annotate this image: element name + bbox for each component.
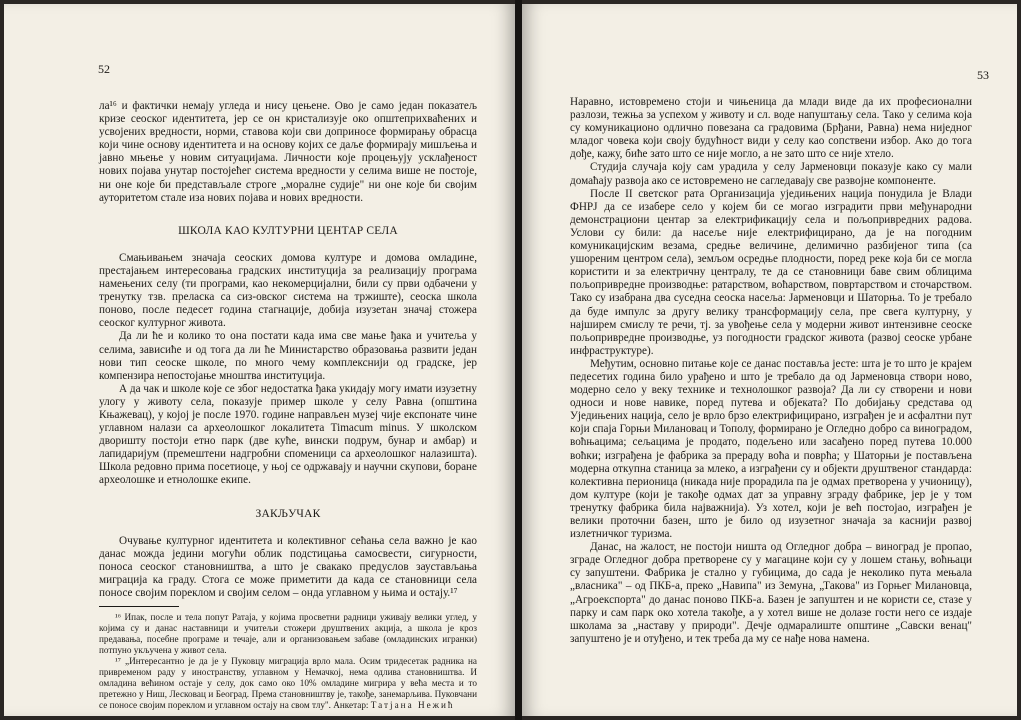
right-column	[570, 96, 972, 646]
footnote: ¹⁶ Ипак, после и тела попут Ратаја, у којима просветни радници уживају велики углед, у којима су и данас наставници и учитељи стожери друштвених акција, а школа је кроз предавања, посебне програме и течаје, али и организовањем забаве (омладинских игранки) потпуно укључена у живот села.	[99, 612, 477, 656]
footnote	[99, 656, 477, 711]
paragraph: Студија случаја коју сам урадила у селу Јарменовци показује како су мали домаћају развоја ако се истовремено не сагледавају све развојне компоненте.	[570, 161, 972, 187]
section-heading: ЗАКЉУЧАК	[255, 507, 321, 520]
page-number: 52	[98, 62, 110, 76]
paragraph: ла¹⁶ и фактички немају угледа и нису цењене. Ово је само један показатељ кризе сеоског идентитета, јер се он кристализује око општеприхваћених и усвојених вредности, норми, ставова који сви доприносе формирању обрасца који чине основу идентитета и на основу којих се даље формирају мишљења и јавно мњење у новим ситуацијама. Личности које процењују усклађеност нових појава унутар постојећег система вредности у селима више не постоје, ни оне које би представљале строге „моралне судије" ни оне које би својим ауторитетом стале иза нових појава и нових вредности.	[99, 100, 477, 204]
left-column	[99, 100, 477, 711]
paragraph: Међутим, основно питање које се данас поставља јесте: шта је то што је крајем педесетих година било урађено и што је требало да од Јарменовца створи ново, модерно село у веку технике и технолошког развоја? Да ли су створени и нови односи и нове навике, поред путева и објеката? По добијању средстава од Уједињених нација, село је врло брзо електрифицирано, изграђен је и асфалтни пут који спаја Горњи Милановац и Тополу, формирано је Огледно добро са виноградом, воћњацима; сељацима је продато, подељено или засађено поред путева 10.000 воћки; изграђена је фабрика за прераду воћа и поврћа; у Шаторњи је постављена модерна откупна станица за млеко, а изграђени су и објекти друштвеног стандарда: колективна перионица (никада није прорадила па је одмах претворена у учионицу), дом културе (који је такође одмах дат за управну зграду фабрике, јер је у том тренутку фабрика била најважнија). Уз хотел, који је већ постојао, изграђен је велики проточни базен, што је било од изузетног значаја за каснији развој излетничког туризма.	[570, 357, 972, 541]
page-number: 53	[977, 68, 989, 82]
right-page	[522, 4, 1017, 716]
paragraph: Смањивањем значаја сеоских домова културе и домова омладине, престајањем интересовања градских институција за реализацију програма намењених селу (ти програми, као некомерцијални, били су први одбачени у тренутку тзв. преласка са сиз-овског система на тржиште), сеоска школа поново, после педесет година стагнације, добија изузетан значај стожера сеоског културног живота.	[99, 251, 477, 330]
footnote-text: ¹⁷ „Интересантно је да је у Пуковцу миграција врло мала. Осим тридесетак радника на привременом раду у иностранству, углавном у Немачкој, нема одлива становништва. И омладина већином остаје у селу, док само око 10% омладине мигрира у већа места и то претежно у Ниш, Лесковац и Београд. Према становништву је, такође, занемарљива. Пуковчани се поносе својим пореклом и углавном остају на свом тлу". Анкетар:	[99, 656, 477, 711]
section-heading: ШКОЛА КАО КУЛТУРНИ ЦЕНТАР СЕЛА	[178, 224, 398, 237]
paragraph: Наравно, истовремено стоји и чињеница да млади виде да их професионални разлози, тежња за успехом у животу и сл. воде напуштању села. Тако у селима која су комуникационо одлично повезана са градовима (Брђани, Равна) нема ниједног младог човека који своју будућност види у селу као сопствени избор. Ако до тога дође, кажу, биће зато што се није могло, а не зато што се није хтело.	[570, 96, 972, 161]
paragraph: Очување културног идентитета и колективног сећања села важно је као данас можда једини могући облик подстицања самосвести, сигурности, поноса сеоског становништва, а што је свакако предуслов заустављања миграција ка граду. Стога се може приметити да када се становници села поносе својим пореклом и својим селом – онда углавном у њима и остају.¹⁷	[99, 534, 477, 599]
footnote-author: Татјана Нежић	[370, 700, 455, 711]
book-gutter	[515, 0, 522, 720]
footnote-rule	[99, 606, 179, 607]
left-page	[4, 4, 515, 716]
paragraph: Данас, на жалост, не постоји ништа од Огледног добра – виноград је пропао, зграде Огледног добра претворене су у магацине који су у лошем стању, воћњаци су запуштени. Фабрика је стално у губицима, до сада је неколико пута мењала „власника" – од ПКБ-а, преко „Навипа" из Земуна, „Такова" из Горњег Милановца, „Агроекспорта" до данас поново ПКБ-а. Базен је запуштен и не користи се, стазе у парку и сам парк око хотела такође, а у хотел више не долазе гости него се издаје школама за „наставу у природи". Дечје одмаралиште општине „Савски венац" запуштено је и отуђено, и тек треба да му се нађе нова намена.	[570, 541, 972, 645]
paragraph: А да чак и школе које се због недостатка ђака укидају могу имати изузетну улогу у животу села, показује пример школе у селу Равна (општина Књажевац), у којој је после 1970. године направљен музеј чије експонате чине углавном налази са археолошког локалитета Timacum minus. У школском дворишту постоји етно парк (две куће, вински подрум, бунар и амбар) и лапидаријум (премештени надгробни споменици са археолошког налазишта). Школа редовно прима посетиоце, у њој се одржавају и научни скупови, боране археолошке и етнолошке екипе.	[99, 382, 477, 487]
paragraph: Да ли ће и колико то она постати када има све мање ђака и учитеља у селима, зависиће и од тога да ли ће Министарство образовања развити један нови тип сеоске школе, по много чему комплекснији од градске, јер компензира непостојање мноштва институција.	[99, 330, 477, 382]
paragraph: После II светског рата Организација уједињених нација понудила је Влади ФНРЈ да се изабере село у којем би се могао изградити први међународни демонстрациони центар за електрификацију села и пољопривредних радова. Услови су били: да насеље није електрифицирано, да је на погодним комуникацијским везама, средње величине, делимично разбијеног типа (са ушореним центром села), земљом осредње плодности, поред реке која би се могла користити и за електричну централу, те да се становници баве свим облицима пољопривредне производње: ратарством, воћарством, повртарством и сточарством. Тако су изабрана два суседна сеоска насеља: Јарменовци и Шаторња. То је требало да буде импулс за другу велику трансформацију села, пре свега културну, у најширем смислу те речи, тј. за увођење села у модерни живот интензивне сеоске пољопривредне производње, уз погодности градског живота (развој сеоске урбане инфраструктуре).	[570, 187, 972, 357]
